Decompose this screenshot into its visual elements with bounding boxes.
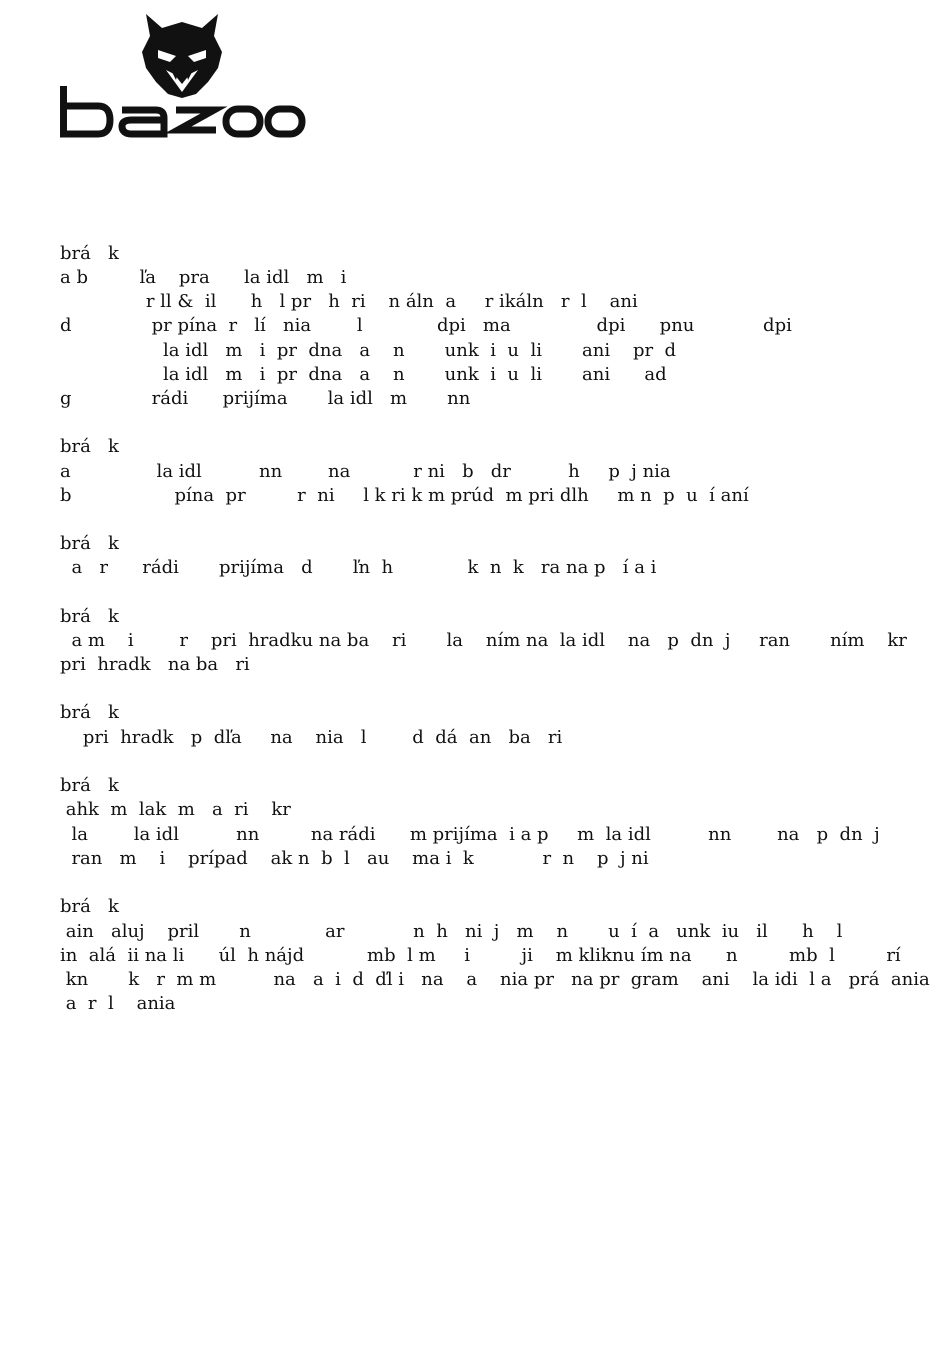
section-heading: brá k — [60, 533, 119, 554]
section-line: r ll & il h l pr h ri n áln a r ikáln r l ani — [60, 291, 638, 312]
section-heading: brá k — [60, 606, 119, 627]
section-line: ahk m lak m a ri kr — [60, 799, 291, 820]
section-heading: brá k — [60, 775, 119, 796]
section-line: d pr pína r lí nia l dpi ma dpi pnu dpi — [60, 315, 792, 336]
section-heading: brá k — [60, 243, 119, 264]
section-line: a b ľa pra la idl m i — [60, 267, 347, 288]
section-heading: brá k — [60, 702, 119, 723]
section-line: a m i r pri hradku na ba ri la ním na la idl na p dn j ran ním kr — [60, 630, 907, 651]
bazoo-logo — [58, 6, 306, 140]
section-line: la la idl nn na rádi m prijíma i a p m la idl nn na p dn j — [60, 824, 880, 845]
section-line: a r l ania — [60, 993, 176, 1014]
cobra-head-icon — [58, 6, 306, 140]
section-line: pri hradk p dľa na nia l d dá an ba ri — [60, 727, 563, 748]
section-line: a r rádi prijíma d ľn h k n k ra na p í a i — [60, 557, 657, 578]
section-line: ran m i prípad ak n b l au ma i k r n p j ni — [60, 848, 649, 869]
section-heading: brá k — [60, 436, 119, 457]
section-line: b pína pr r ni l k ri k m prúd m pri dlh m n p u í aní — [60, 485, 749, 506]
section-heading: brá k — [60, 896, 119, 917]
section-line: g rádi prijíma la idl m nn — [60, 388, 471, 409]
section-line: pri hradk na ba ri — [60, 654, 250, 675]
section-line: kn k r m m na a i d ďl i na a nia pr na pr gram ani la idi l a prá ania — [60, 969, 930, 990]
section-line: ain aluj pril n ar n h ni j m n u í a unk iu il h l — [60, 921, 843, 942]
section-line: in alá ii na li úl h nájd mb l m i ji m kliknu ím na n mb l rí — [60, 945, 901, 966]
section-line: a la idl nn na r ni b dr h p j nia — [60, 461, 671, 482]
section-line: la idl m i pr dna a n unk i u li ani ad — [60, 364, 667, 385]
section-line: la idl m i pr dna a n unk i u li ani pr d — [60, 340, 677, 361]
